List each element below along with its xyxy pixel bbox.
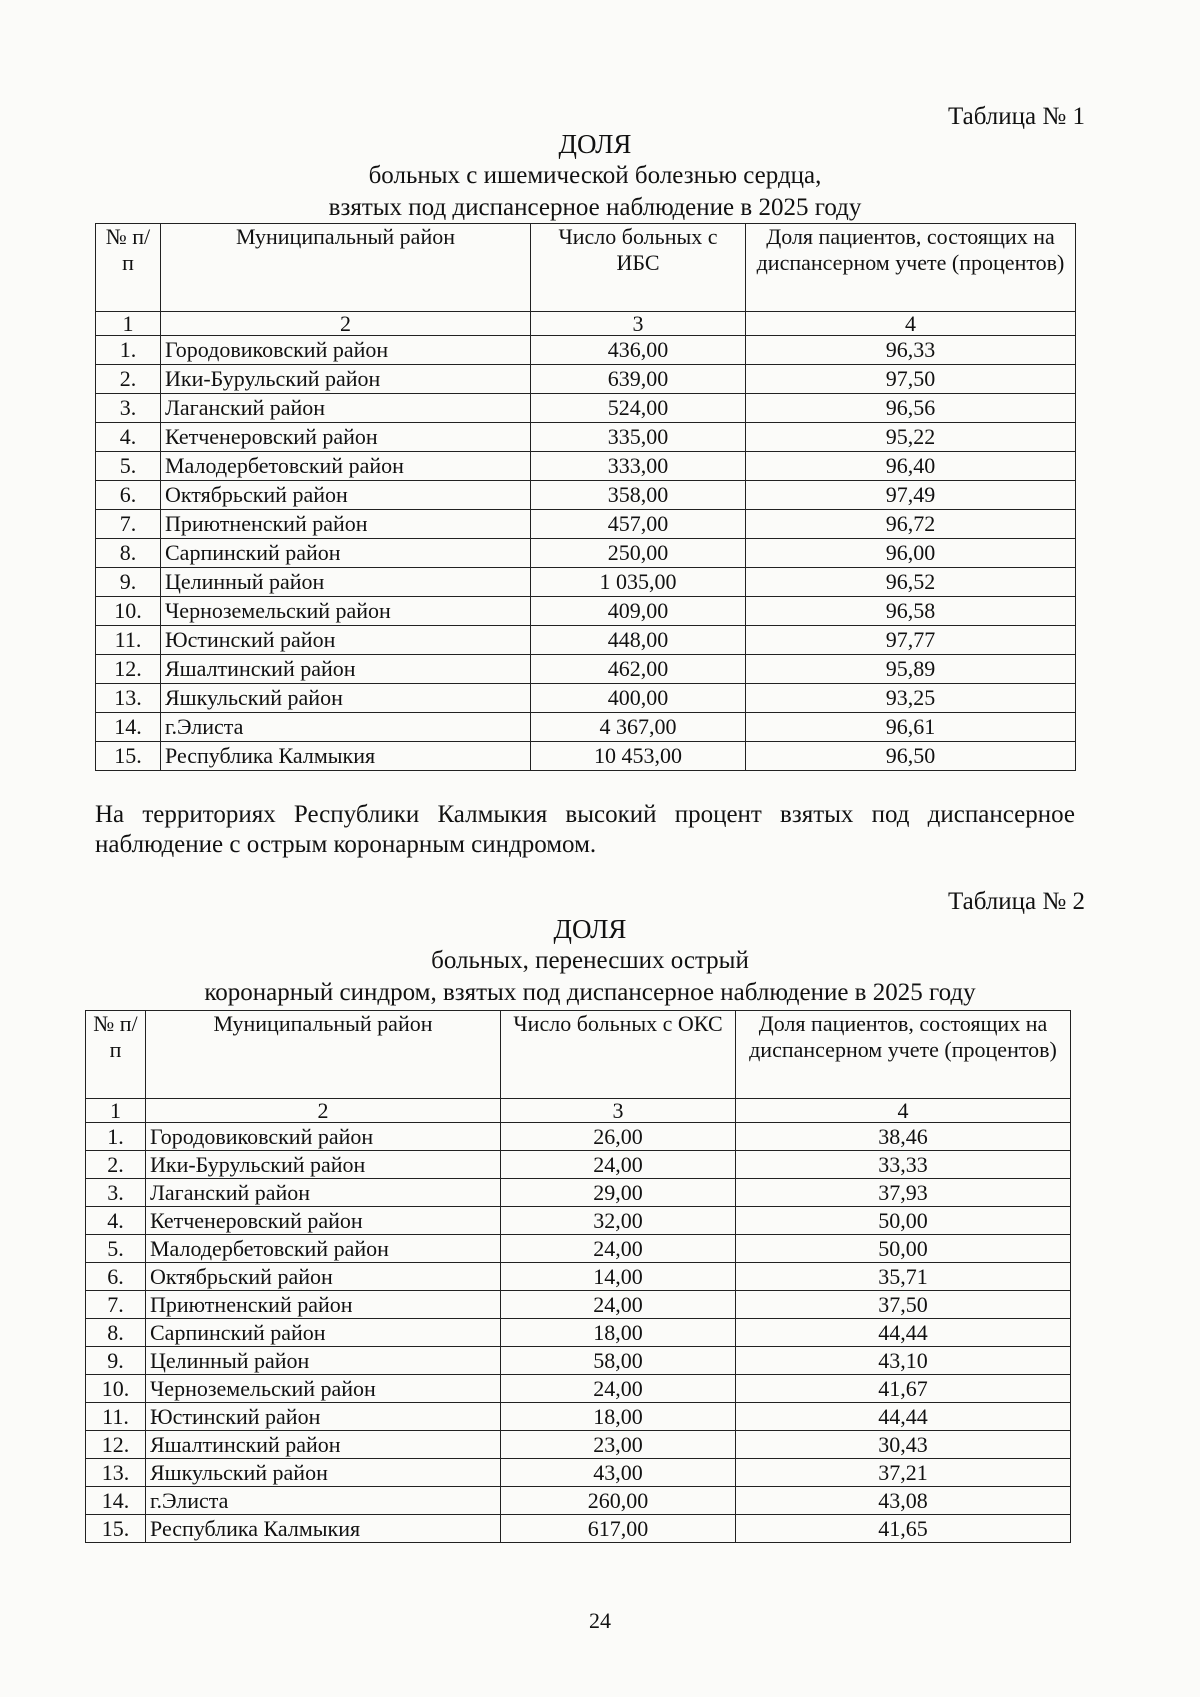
- district-name: Сарпинский район: [146, 1319, 501, 1347]
- district-name: Кетченеровский район: [161, 423, 531, 452]
- patient-count: 10 453,00: [531, 742, 746, 771]
- table-row: [86, 1459, 1071, 1487]
- district-name: Черноземельский район: [161, 597, 531, 626]
- district-name: Приютненский район: [146, 1291, 501, 1319]
- row-number: 5.: [96, 452, 161, 481]
- header-number: № п/п: [86, 1011, 146, 1099]
- patient-count: 617,00: [501, 1515, 736, 1543]
- district-name: Ики-Бурульский район: [146, 1151, 501, 1179]
- table-row: [86, 1235, 1071, 1263]
- share-percent: 50,00: [736, 1235, 1071, 1263]
- table-row: [96, 539, 1076, 568]
- patient-count: 1 035,00: [531, 568, 746, 597]
- table-row: [96, 423, 1076, 452]
- header-patient-count: Число больных с ОКС: [501, 1011, 736, 1099]
- row-number: 14.: [96, 713, 161, 742]
- share-percent: 33,33: [736, 1151, 1071, 1179]
- table-row: [96, 452, 1076, 481]
- table-row: [96, 742, 1076, 771]
- district-name: Яшкульский район: [161, 684, 531, 713]
- body-paragraph: На территориях Республики Калмыкия высокий процент взятых под диспансерное наблюдение с острым коронарным синдромом.: [95, 801, 1075, 858]
- table-row: [86, 1431, 1071, 1459]
- patient-count: 24,00: [501, 1291, 736, 1319]
- district-name: Лаганский район: [146, 1179, 501, 1207]
- header-share: Доля пациентов, состоящих на диспансерном учете (процентов): [746, 224, 1076, 312]
- row-number: 8.: [86, 1319, 146, 1347]
- patient-count: 333,00: [531, 452, 746, 481]
- header-district: Муниципальный район: [161, 224, 531, 312]
- table-row: [96, 684, 1076, 713]
- table-row: [96, 394, 1076, 423]
- patient-count: 24,00: [501, 1375, 736, 1403]
- table-row: [86, 1179, 1071, 1207]
- row-number: 1.: [96, 336, 161, 365]
- district-name: Черноземельский район: [146, 1375, 501, 1403]
- col-number-4: 4: [746, 312, 1076, 336]
- table-row: [96, 713, 1076, 742]
- col-number-1: 1: [96, 312, 161, 336]
- patient-count: 43,00: [501, 1459, 736, 1487]
- share-percent: 44,44: [736, 1319, 1071, 1347]
- table-row: [86, 1403, 1071, 1431]
- patient-count: 58,00: [501, 1347, 736, 1375]
- row-number: 12.: [86, 1431, 146, 1459]
- patient-count: 524,00: [531, 394, 746, 423]
- table-row: [96, 597, 1076, 626]
- share-percent: 96,61: [746, 713, 1076, 742]
- row-number: 10.: [96, 597, 161, 626]
- table-row: [86, 1151, 1071, 1179]
- patient-count: 639,00: [531, 365, 746, 394]
- table-row: [86, 1319, 1071, 1347]
- district-name: Юстинский район: [161, 626, 531, 655]
- district-name: Республика Калмыкия: [161, 742, 531, 771]
- share-percent: 96,52: [746, 568, 1076, 597]
- row-number: 4.: [86, 1207, 146, 1235]
- share-percent: 96,50: [746, 742, 1076, 771]
- row-number: 6.: [96, 481, 161, 510]
- district-name: Приютненский район: [161, 510, 531, 539]
- row-number: 12.: [96, 655, 161, 684]
- col-number-1: 1: [86, 1099, 146, 1123]
- share-percent: 50,00: [736, 1207, 1071, 1235]
- row-number: 2.: [96, 365, 161, 394]
- share-percent: 96,40: [746, 452, 1076, 481]
- table-row: [96, 568, 1076, 597]
- page-number: 24: [589, 1608, 611, 1633]
- table-2-subtitle-line-2: коронарный синдром, взятых под диспансерное наблюдение в 2025 году: [204, 979, 976, 1006]
- table-2-subtitle-line-1: больных, перенесших острый: [431, 947, 749, 974]
- share-percent: 97,77: [746, 626, 1076, 655]
- col-number-3: 3: [531, 312, 746, 336]
- col-number-2: 2: [146, 1099, 501, 1123]
- row-number: 5.: [86, 1235, 146, 1263]
- row-number: 14.: [86, 1487, 146, 1515]
- table-row: [86, 1375, 1071, 1403]
- district-name: Республика Калмыкия: [146, 1515, 501, 1543]
- col-number-4: 4: [736, 1099, 1071, 1123]
- header-share: Доля пациентов, состоящих на диспансерном учете (процентов): [736, 1011, 1071, 1099]
- share-percent: 96,33: [746, 336, 1076, 365]
- patient-count: 24,00: [501, 1235, 736, 1263]
- share-percent: 35,71: [736, 1263, 1071, 1291]
- district-name: Яшкульский район: [146, 1459, 501, 1487]
- patient-count: 409,00: [531, 597, 746, 626]
- table-row: [86, 1291, 1071, 1319]
- district-name: Целинный район: [146, 1347, 501, 1375]
- patient-count: 335,00: [531, 423, 746, 452]
- share-percent: 43,10: [736, 1347, 1071, 1375]
- district-name: Сарпинский район: [161, 539, 531, 568]
- patient-count: 24,00: [501, 1151, 736, 1179]
- share-percent: 41,67: [736, 1375, 1071, 1403]
- row-number: 9.: [96, 568, 161, 597]
- row-number: 7.: [96, 510, 161, 539]
- patient-count: 358,00: [531, 481, 746, 510]
- district-name: Малодербетовский район: [146, 1235, 501, 1263]
- row-number: 15.: [86, 1515, 146, 1543]
- row-number: 11.: [86, 1403, 146, 1431]
- row-number: 1.: [86, 1123, 146, 1151]
- share-percent: 43,08: [736, 1487, 1071, 1515]
- row-number: 4.: [96, 423, 161, 452]
- table-1-heading: ДОЛЯ: [558, 129, 632, 159]
- share-percent: 96,00: [746, 539, 1076, 568]
- patient-count: 462,00: [531, 655, 746, 684]
- header-patient-count: Число больных с ИБС: [531, 224, 746, 312]
- patient-count: 14,00: [501, 1263, 736, 1291]
- district-name: Городовиковский район: [161, 336, 531, 365]
- patient-count: 4 367,00: [531, 713, 746, 742]
- share-percent: 37,93: [736, 1179, 1071, 1207]
- table-row: [96, 365, 1076, 394]
- share-percent: 38,46: [736, 1123, 1071, 1151]
- row-number: 15.: [96, 742, 161, 771]
- table-row: [96, 510, 1076, 539]
- share-percent: 37,50: [736, 1291, 1071, 1319]
- district-name: Малодербетовский район: [161, 452, 531, 481]
- table-row: [96, 336, 1076, 365]
- patient-count: 23,00: [501, 1431, 736, 1459]
- row-number: 13.: [96, 684, 161, 713]
- district-name: Кетченеровский район: [146, 1207, 501, 1235]
- patient-count: 26,00: [501, 1123, 736, 1151]
- patient-count: 448,00: [531, 626, 746, 655]
- patient-count: 32,00: [501, 1207, 736, 1235]
- district-name: г.Элиста: [161, 713, 531, 742]
- share-percent: 96,58: [746, 597, 1076, 626]
- table-row: [86, 1207, 1071, 1235]
- table-1-caption: [230, 128, 960, 224]
- table-row: [96, 626, 1076, 655]
- patient-count: 29,00: [501, 1179, 736, 1207]
- row-number: 6.: [86, 1263, 146, 1291]
- district-name: Октябрьский район: [146, 1263, 501, 1291]
- district-name: Ики-Бурульский район: [161, 365, 531, 394]
- district-name: Городовиковский район: [146, 1123, 501, 1151]
- row-number: 3.: [96, 394, 161, 423]
- patient-count: 457,00: [531, 510, 746, 539]
- district-name: г.Элиста: [146, 1487, 501, 1515]
- table-2-heading: ДОЛЯ: [553, 914, 627, 944]
- table-1-subtitle-line-2: взятых под диспансерное наблюдение в 2025 году: [328, 194, 862, 221]
- row-number: 2.: [86, 1151, 146, 1179]
- table-2: [85, 1010, 1071, 1543]
- share-percent: 37,21: [736, 1459, 1071, 1487]
- patient-count: 400,00: [531, 684, 746, 713]
- table-1-subtitle-line-1: больных с ишемической болезнью сердца,: [368, 162, 822, 189]
- district-name: Яшалтинский район: [161, 655, 531, 684]
- table-row: [86, 1515, 1071, 1543]
- col-number-2: 2: [161, 312, 531, 336]
- row-number: 7.: [86, 1291, 146, 1319]
- header-district: Муниципальный район: [146, 1011, 501, 1099]
- row-number: 11.: [96, 626, 161, 655]
- patient-count: 436,00: [531, 336, 746, 365]
- row-number: 13.: [86, 1459, 146, 1487]
- table-1-label: Таблица № 1: [947, 103, 1085, 130]
- district-name: Октябрьский район: [161, 481, 531, 510]
- patient-count: 18,00: [501, 1403, 736, 1431]
- district-name: Целинный район: [161, 568, 531, 597]
- table-2-caption: [130, 913, 1050, 1009]
- share-percent: 41,65: [736, 1515, 1071, 1543]
- table-1: [95, 223, 1076, 771]
- share-percent: 97,49: [746, 481, 1076, 510]
- patient-count: 18,00: [501, 1319, 736, 1347]
- row-number: 3.: [86, 1179, 146, 1207]
- patient-count: 250,00: [531, 539, 746, 568]
- table-row: [96, 655, 1076, 684]
- share-percent: 44,44: [736, 1403, 1071, 1431]
- share-percent: 93,25: [746, 684, 1076, 713]
- share-percent: 97,50: [746, 365, 1076, 394]
- district-name: Яшалтинский район: [146, 1431, 501, 1459]
- district-name: Лаганский район: [161, 394, 531, 423]
- row-number: 8.: [96, 539, 161, 568]
- table-row: [86, 1263, 1071, 1291]
- header-number: № п/п: [96, 224, 161, 312]
- share-percent: 30,43: [736, 1431, 1071, 1459]
- share-percent: 95,22: [746, 423, 1076, 452]
- table-row: [86, 1487, 1071, 1515]
- row-number: 9.: [86, 1347, 146, 1375]
- patient-count: 260,00: [501, 1487, 736, 1515]
- table-row: [86, 1347, 1071, 1375]
- row-number: 10.: [86, 1375, 146, 1403]
- col-number-3: 3: [501, 1099, 736, 1123]
- table-row: [96, 481, 1076, 510]
- share-percent: 96,56: [746, 394, 1076, 423]
- table-row: [86, 1123, 1071, 1151]
- share-percent: 96,72: [746, 510, 1076, 539]
- district-name: Юстинский район: [146, 1403, 501, 1431]
- share-percent: 95,89: [746, 655, 1076, 684]
- table-2-label: Таблица № 2: [947, 888, 1085, 915]
